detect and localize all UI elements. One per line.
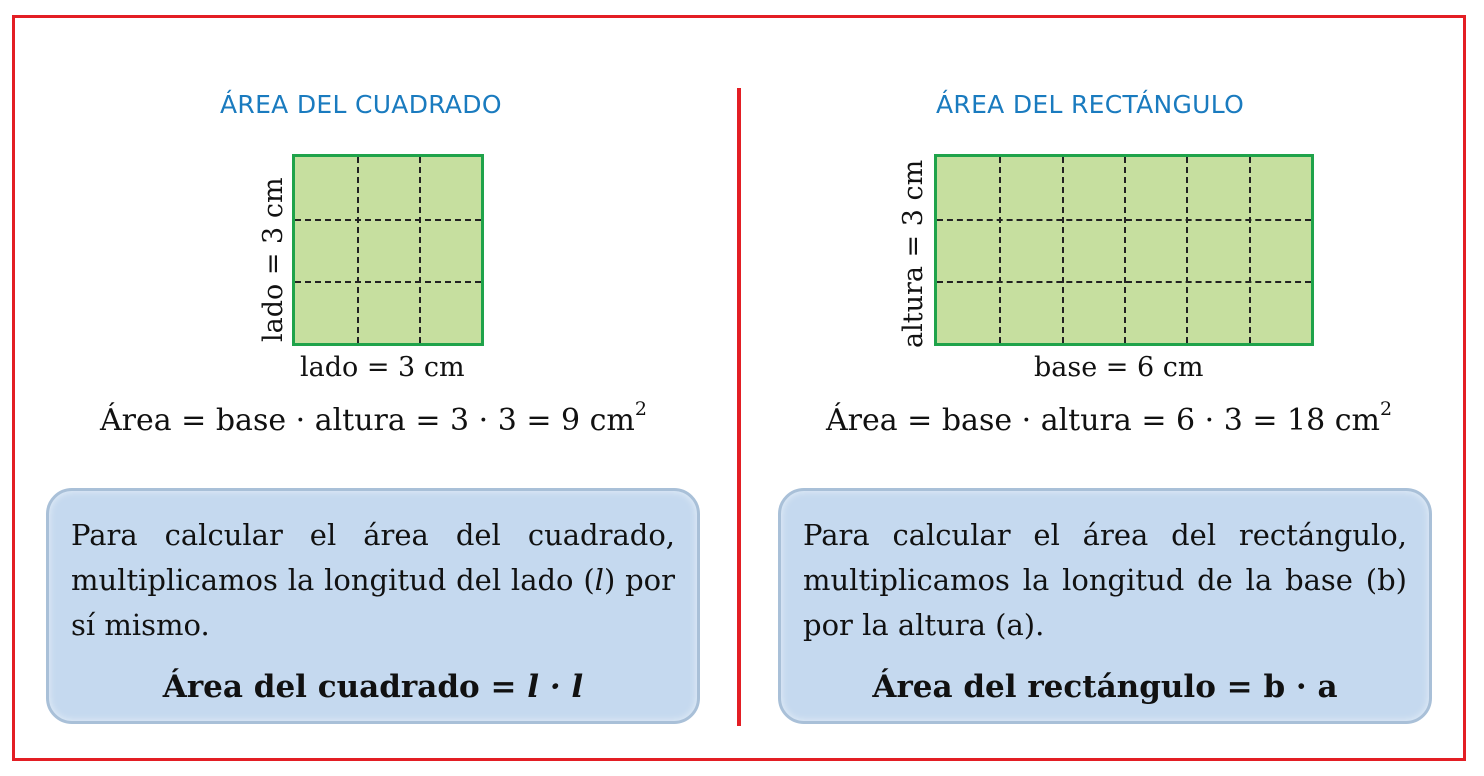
grid-column-line xyxy=(419,157,421,343)
grid-row-line xyxy=(295,219,481,221)
square-rule-formula: l · l xyxy=(527,669,584,705)
rectangle-heading: ÁREA DEL RECTÁNGULO xyxy=(936,90,1245,119)
rectangle-side-label-bottom: base = 6 cm xyxy=(1034,352,1204,383)
rectangle-area-formula xyxy=(826,398,1393,438)
grid-column-line xyxy=(1249,157,1251,343)
rectangle-side-label-vertical: altura = 3 cm xyxy=(898,159,929,348)
grid-column-line xyxy=(1062,157,1064,343)
rectangle-formula-exponent: 2 xyxy=(1379,398,1393,420)
rectangle-area-rule: Área del rectángulo = b · a xyxy=(872,669,1338,705)
square-rule-prefix: Área del cuadrado = xyxy=(162,669,528,705)
grid-row-line xyxy=(937,219,1311,221)
square-formula-text: Área = base · altura = 3 · 3 = 9 cm xyxy=(100,403,635,438)
square-side-label-bottom: lado = 3 cm xyxy=(300,352,465,383)
grid-row-line xyxy=(937,281,1311,283)
square-formula-exponent: 2 xyxy=(634,398,647,420)
rectangle-explanation-text: Para calcular el área del rectángulo, multiplicamos la longitud de la base (b) por la altura (a). xyxy=(803,518,1407,642)
square-area-formula xyxy=(100,398,647,438)
square-explanation-part1: Para calcular el área del cuadrado, multiplicamos la longitud del lado ( xyxy=(71,518,675,597)
square-side-label-vertical: lado = 3 cm xyxy=(258,177,289,342)
square-explanation-text xyxy=(71,513,675,648)
center-divider xyxy=(737,88,741,726)
grid-column-line xyxy=(999,157,1001,343)
grid-column-line xyxy=(1124,157,1126,343)
grid-column-line xyxy=(357,157,359,343)
grid-column-line xyxy=(1186,157,1188,343)
rectangle-diagram xyxy=(934,154,1314,346)
square-diagram xyxy=(292,154,484,346)
rectangle-explanation-box xyxy=(778,488,1432,724)
rectangle-formula-text: Área = base · altura = 6 · 3 = 18 cm xyxy=(826,403,1380,438)
square-area-rule xyxy=(49,669,697,705)
square-explanation-box xyxy=(46,488,700,724)
grid-row-line xyxy=(295,281,481,283)
square-heading: ÁREA DEL CUADRADO xyxy=(220,90,502,119)
square-explanation-variable: l xyxy=(594,563,604,597)
square-explanation-part2: ) por sí mismo. xyxy=(71,563,675,642)
